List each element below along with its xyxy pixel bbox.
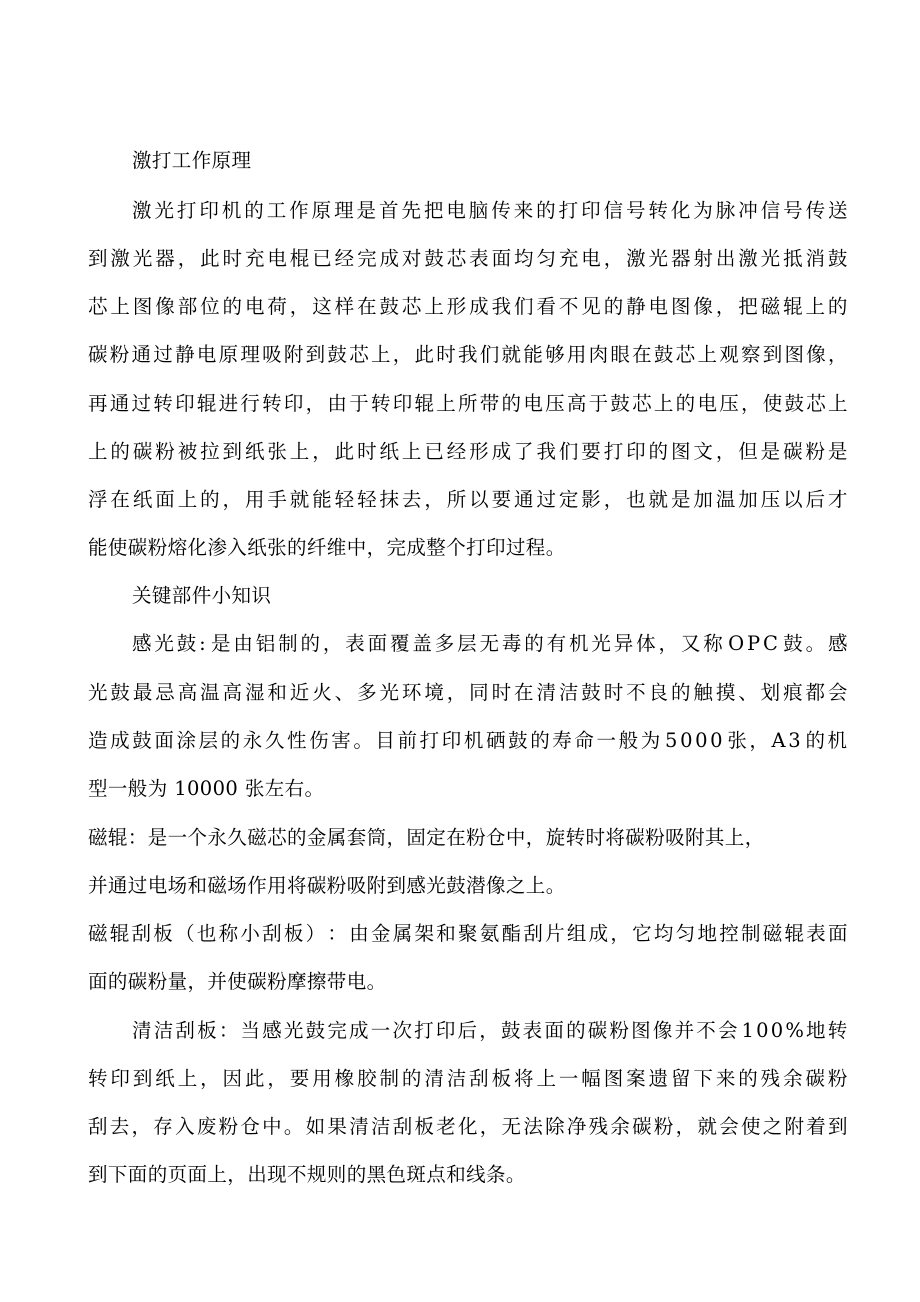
paragraph-line: 光 鼓 最 忌 高 温 高 湿 和 近 火 、 多 光 环 境 ， 同 时 在 清 洁 鼓 时 不 良 的 触 摸 、 划 痕 都 会 bbox=[88, 681, 848, 704]
paragraph-line: 刮 去 ， 存 入 废 粉 仓 中 。 如 果 清 洁 刮 板 老 化 ， 无 法 除 净 残 余 碳 粉 ， 就 会 使 之 附 着 到 bbox=[88, 1115, 848, 1138]
paragraph-line: 感 光 鼓 : 是 由 铝 制 的 ， 表 面 覆 盖 多 层 无 毒 的 有 机 光 异 体 ， 又 称 O P C 鼓 。 感 bbox=[132, 632, 848, 655]
paragraph-line: 面的碳粉量，并使碳粉摩擦带电。 bbox=[88, 970, 387, 993]
paragraph-line: 能使碳粉熔化渗入纸张的纤维中，完成整个打印过程。 bbox=[88, 536, 566, 559]
paragraph-line: 磁 辊 刮 板 （ 也 称 小 刮 板 ） ： 由 金 属 架 和 聚 氨 酯 刮 片 组 成 ， 它 均 匀 地 控 制 磁 辊 表 面 bbox=[88, 922, 848, 945]
paragraph-line: 转 印 到 纸 上 ， 因 此 ， 要 用 橡 胶 制 的 清 洁 刮 板 将 上 一 幅 图 案 遗 留 下 来 的 残 余 碳 粉 bbox=[88, 1067, 848, 1090]
paragraph-line: 到 激 光 器 ， 此 时 充 电 棍 已 经 完 成 对 鼓 芯 表 面 均 匀 充 电 ， 激 光 器 射 出 激 光 抵 消 鼓 bbox=[88, 247, 848, 270]
paragraph-line: 碳 粉 通 过 静 电 原 理 吸 附 到 鼓 芯 上 ， 此 时 我 们 就 能 够 用 肉 眼 在 鼓 芯 上 观 察 到 图 像 ， bbox=[88, 343, 848, 366]
paragraph-line: 并通过电场和磁场作用将碳粉吸附到感光鼓潜像之上。 bbox=[88, 874, 566, 897]
paragraph-line: 造 成 鼓 面 涂 层 的 永 久 性 伤 害 。 目 前 打 印 机 硒 鼓 的 寿 命 一 般 为 5 0 0 0 张 ， A 3 的 机 bbox=[88, 729, 848, 752]
section-heading-working-principle: 激打工作原理 bbox=[132, 149, 252, 172]
paragraph-line: 激 光 打 印 机 的 工 作 原 理 是 首 先 把 电 脑 传 来 的 打 印 信 号 转 化 为 脉 冲 信 号 传 送 bbox=[132, 199, 848, 222]
paragraph-line: 浮 在 纸 面 上 的 ， 用 手 就 能 轻 轻 抹 去 ， 所 以 要 通 过 定 影 ， 也 就 是 加 温 加 压 以 后 才 bbox=[88, 488, 848, 511]
paragraph-line: 芯 上 图 像 部 位 的 电 荷 ， 这 样 在 鼓 芯 上 形 成 我 们 看 不 见 的 静 电 图 像 ， 把 磁 辊 上 的 bbox=[88, 295, 848, 318]
paragraph-line: 上 的 碳 粉 被 拉 到 纸 张 上 ， 此 时 纸 上 已 经 形 成 了 我 们 要 打 印 的 图 文 ， 但 是 碳 粉 是 bbox=[88, 440, 848, 463]
section-heading-key-parts: 关键部件小知识 bbox=[132, 584, 272, 607]
paragraph-line: 型一般为 10000 张左右。 bbox=[88, 777, 325, 800]
paragraph-line: 磁辊：是一个永久磁芯的金属套筒，固定在粉仓中，旋转时将碳粉吸附其上， bbox=[88, 826, 765, 849]
paragraph-line: 到下面的页面上，出现不规则的黑色斑点和线条。 bbox=[88, 1163, 526, 1186]
paragraph-line: 清 洁 刮 板 ： 当 感 光 鼓 完 成 一 次 打 印 后 ， 鼓 表 面 的 碳 粉 图 像 并 不 会 1 0 0 % 地 转 bbox=[132, 1019, 848, 1042]
paragraph-line: 再 通 过 转 印 辊 进 行 转 印 ， 由 于 转 印 辊 上 所 带 的 电 压 高 于 鼓 芯 上 的 电 压 ， 使 鼓 芯 上 bbox=[88, 392, 848, 415]
